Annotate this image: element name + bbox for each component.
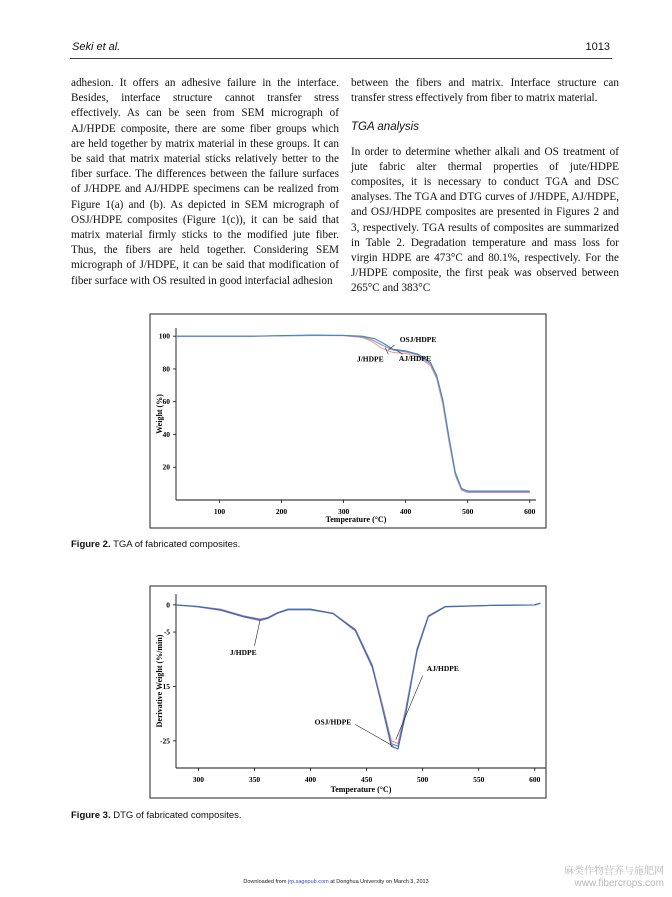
header-rule <box>70 58 612 59</box>
footer-suffix: at Donghua University on March 3, 2013 <box>330 879 429 885</box>
section-title: TGA analysis <box>351 121 419 134</box>
figure-2-caption <box>71 539 240 550</box>
figure-3-caption-text: DTG of fabricated composites. <box>113 810 242 821</box>
annotation-osj-hdpe: OSJ/HDPE <box>399 334 437 344</box>
right-para-1: between the fibers and matrix. Interface structure can transfer stress effectively from fiber to matrix material. <box>351 77 619 105</box>
y-axis-label: Derivative Weight (%/min) <box>155 634 164 728</box>
x-tick-label: 600 <box>524 507 536 516</box>
x-axis-label: Temperature (°C) <box>325 515 387 524</box>
y-tick-label: 15 <box>162 681 170 691</box>
page-number: 1013 <box>585 41 610 53</box>
figure-3 <box>148 584 548 802</box>
figure-2-caption-text: TGA of fabricated composites. <box>113 539 241 550</box>
footer-link[interactable]: jrp.sagepub.com <box>287 879 329 885</box>
x-tick-label: 300 <box>337 507 350 516</box>
figure-3-caption <box>71 810 242 821</box>
right-para-2: In order to determine whether alkali and OS treatment of jute fabric alter thermal properties of jute/HDPE composites, it is necessary to conduct TGA and DSC analyses. The TGA and DTG curves of J/HDPE, AJ/HDPE, and OSJ/HDPE composites are presented in Figures 2 and 3, respectively. TGA results of composites are summarized in Table 2. Degradation temperature and mass loss for virgin HDPE are 473°C and 80.1%, respectively. For the J/HDPE composite, the first peak was observed between 265°C and 383°C <box>351 145 619 295</box>
y-tick-label: 0 <box>166 600 170 610</box>
x-tick-label: 400 <box>304 775 317 784</box>
figure-2 <box>148 312 548 532</box>
y-tick-label: 80 <box>162 364 170 374</box>
chart-frame <box>150 314 546 528</box>
series-line-osj-hdpe <box>176 335 530 491</box>
watermark-line-2: www.fibercrops.com <box>574 878 664 889</box>
y-tick-label: 20 <box>162 462 170 472</box>
right-column <box>351 76 619 297</box>
series-line-aj-hdpe <box>176 603 540 746</box>
x-tick-label: 450 <box>360 775 373 784</box>
y-axis-label: Weight (%) <box>155 394 164 434</box>
figure-2-label: Figure 2. <box>71 539 111 550</box>
chart-frame <box>150 586 546 798</box>
y-tick-label: -25 <box>160 736 170 746</box>
running-header-authors: Seki et al. <box>72 41 121 53</box>
x-tick-label: 100 <box>213 507 226 516</box>
tga-chart <box>148 312 548 532</box>
series-line-j-hdpe <box>176 335 530 492</box>
x-tick-label: 400 <box>400 507 412 516</box>
y-tick-label: -5 <box>163 627 170 637</box>
series-line-j-hdpe <box>176 603 540 743</box>
annotation-aj-hdpe: AJ/HDPE <box>426 664 459 674</box>
x-tick-label: 300 <box>192 775 205 784</box>
dtg-chart <box>148 584 548 802</box>
series-line-osj-hdpe <box>176 603 540 749</box>
x-tick-label: 500 <box>417 775 429 784</box>
annotation-aj-hdpe: AJ/HDPE <box>398 353 432 363</box>
x-axis-label: Temperature (°C) <box>330 785 392 794</box>
series-line-aj-hdpe <box>176 335 530 491</box>
y-tick-label: 60 <box>162 397 170 407</box>
footer-prefix: Downloaded from <box>243 879 287 885</box>
figure-3-label: Figure 3. <box>71 810 111 821</box>
x-tick-label: 600 <box>529 775 541 784</box>
x-tick-label: 350 <box>248 775 261 784</box>
x-tick-label: 550 <box>473 775 485 784</box>
watermark <box>564 866 664 890</box>
watermark-line-1: 麻类作物营养与施肥网 <box>564 866 664 877</box>
left-column-text: adhesion. It offers an adhesive failure in the interface. Besides, interface structure cannot transfer stress effectively. As can be seen from SEM micrograph of AJ/HPDE composite, there are some fiber groups which are held together by matrix material in these groups. It can be said that matrix material sticks relatively better to the fiber surface. The differences between the failure surfaces of J/HDPE and AJ/HDPE specimens can be realized from Figure 1(a) and (b). As depicted in SEM micrograph of OSJ/HDPE composites (Figure 1(c)), it can be said that matrix material firmly sticks to the modified jute fiber. Thus, the fibers are held together. Considering SEM micrograph of J/HDPE, it can be said that modification of fiber surface with OS resulted in good interfacial adhesion <box>71 77 339 287</box>
annotation-leader <box>254 620 260 646</box>
annotation-j-hdpe: J/HDPE <box>229 647 257 657</box>
annotation-osj-hdpe: OSJ/HDPE <box>314 717 352 727</box>
annotation-j-hdpe: J/HDPE <box>356 354 384 364</box>
x-tick-label: 500 <box>462 507 474 516</box>
x-tick-label: 200 <box>275 507 288 516</box>
annotation-leader <box>396 676 423 740</box>
y-tick-label: 100 <box>158 331 170 341</box>
y-tick-label: 40 <box>162 429 170 439</box>
left-column <box>71 76 339 289</box>
